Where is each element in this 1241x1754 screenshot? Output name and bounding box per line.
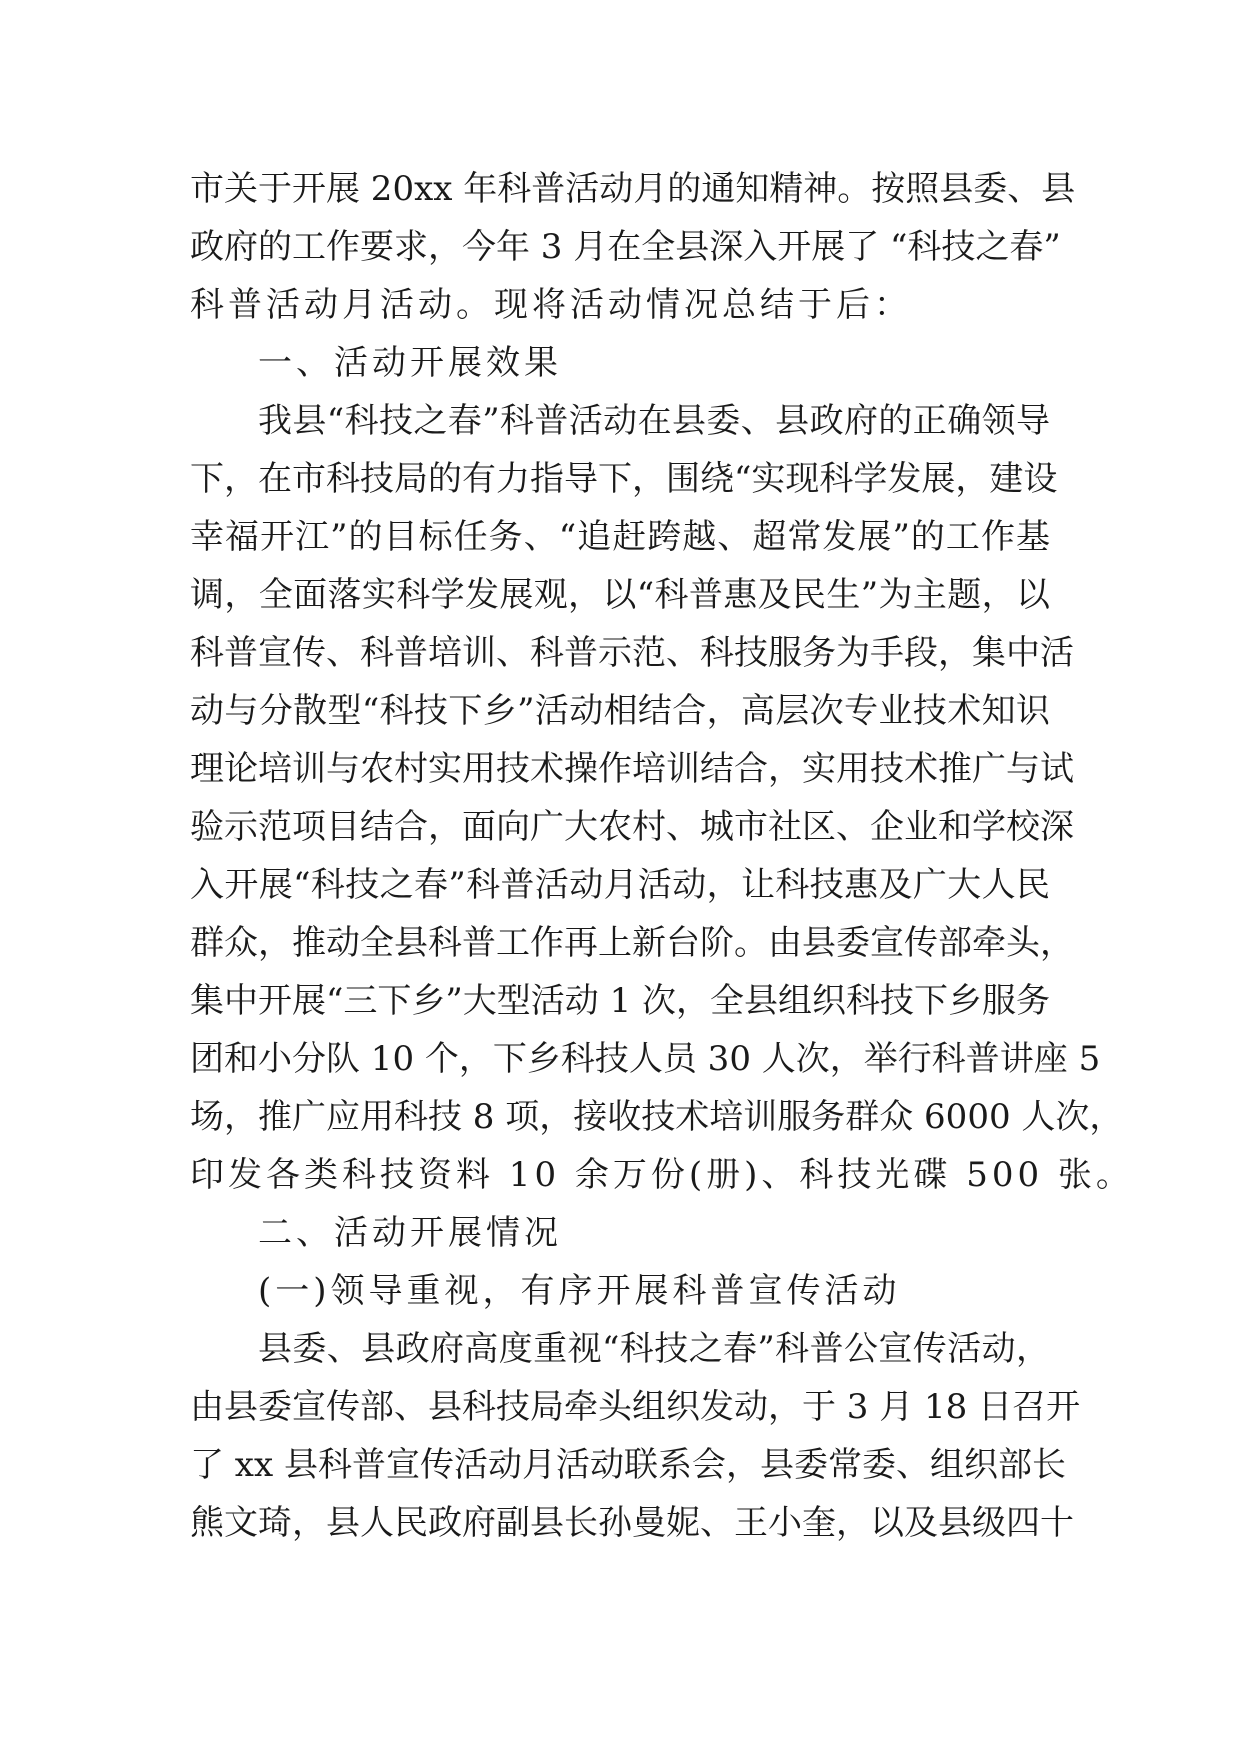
body-line: 群众，推动全县科普工作再上新台阶。由县委宣传部牵头，: [190, 923, 1074, 963]
body-line: 理论培训与农村实用技术操作培训结合，实用技术推广与试: [190, 749, 1074, 789]
body-line: 下，在市科技局的有力指导下，围绕“实现科学发展，建设: [190, 459, 1058, 499]
body-line: 科普活动月活动。现将活动情况总结于后：: [190, 285, 912, 325]
body-line: 动与分散型“科技下乡”活动相结合，高层次专业技术知识: [190, 691, 1050, 731]
section-heading: 一、活动开展效果: [258, 343, 562, 383]
subsection-heading: (一)领导重视，有序开展科普宣传活动: [258, 1271, 901, 1311]
section-heading: 二、活动开展情况: [258, 1213, 562, 1253]
body-line: 了 xx 县科普宣传活动月活动联系会，县委常委、组织部长: [190, 1445, 1066, 1485]
document-page: [190, 160, 1134, 1552]
body-line: 我县“科技之春”科普活动在县委、县政府的正确领导: [258, 401, 1050, 441]
body-line: 验示范项目结合，面向广大农村、城市社区、企业和学校深: [190, 807, 1074, 847]
body-line: 市关于开展 20xx 年科普活动月的通知精神。按照县委、县: [190, 169, 1076, 209]
body-line: 幸福开江”的目标任务、“追赶跨越、超常发展”的工作基: [190, 517, 1050, 557]
body-line: 入开展“科技之春”科普活动月活动，让科技惠及广大人民: [190, 865, 1050, 905]
body-line: 集中开展“三下乡”大型活动 1 次，全县组织科技下乡服务: [190, 981, 1051, 1021]
body-line: 县委、县政府高度重视“科技之春”科普公宣传活动，: [258, 1329, 1050, 1369]
body-line: 熊文琦，县人民政府副县长孙曼妮、王小奎，以及县级四十: [190, 1503, 1074, 1543]
body-line: 印发各类科技资料 10 余万份(册)、科技光碟 500 张。: [190, 1155, 1134, 1195]
body-line: 政府的工作要求，今年 3 月在全县深入开展了 “科技之春”: [190, 227, 1061, 267]
body-line: 由县委宣传部、县科技局牵头组织发动，于 3 月 18 日召开: [190, 1387, 1081, 1427]
body-line: 场，推广应用科技 8 项，接收技术培训服务群众 6000 人次，: [190, 1097, 1124, 1137]
body-line: 科普宣传、科普培训、科普示范、科技服务为手段，集中活: [190, 633, 1074, 673]
body-line: 调，全面落实科学发展观，以“科普惠及民生”为主题，以: [190, 575, 1050, 615]
body-line: 团和小分队 10 个，下乡科技人员 30 人次，举行科普讲座 5: [190, 1039, 1101, 1079]
